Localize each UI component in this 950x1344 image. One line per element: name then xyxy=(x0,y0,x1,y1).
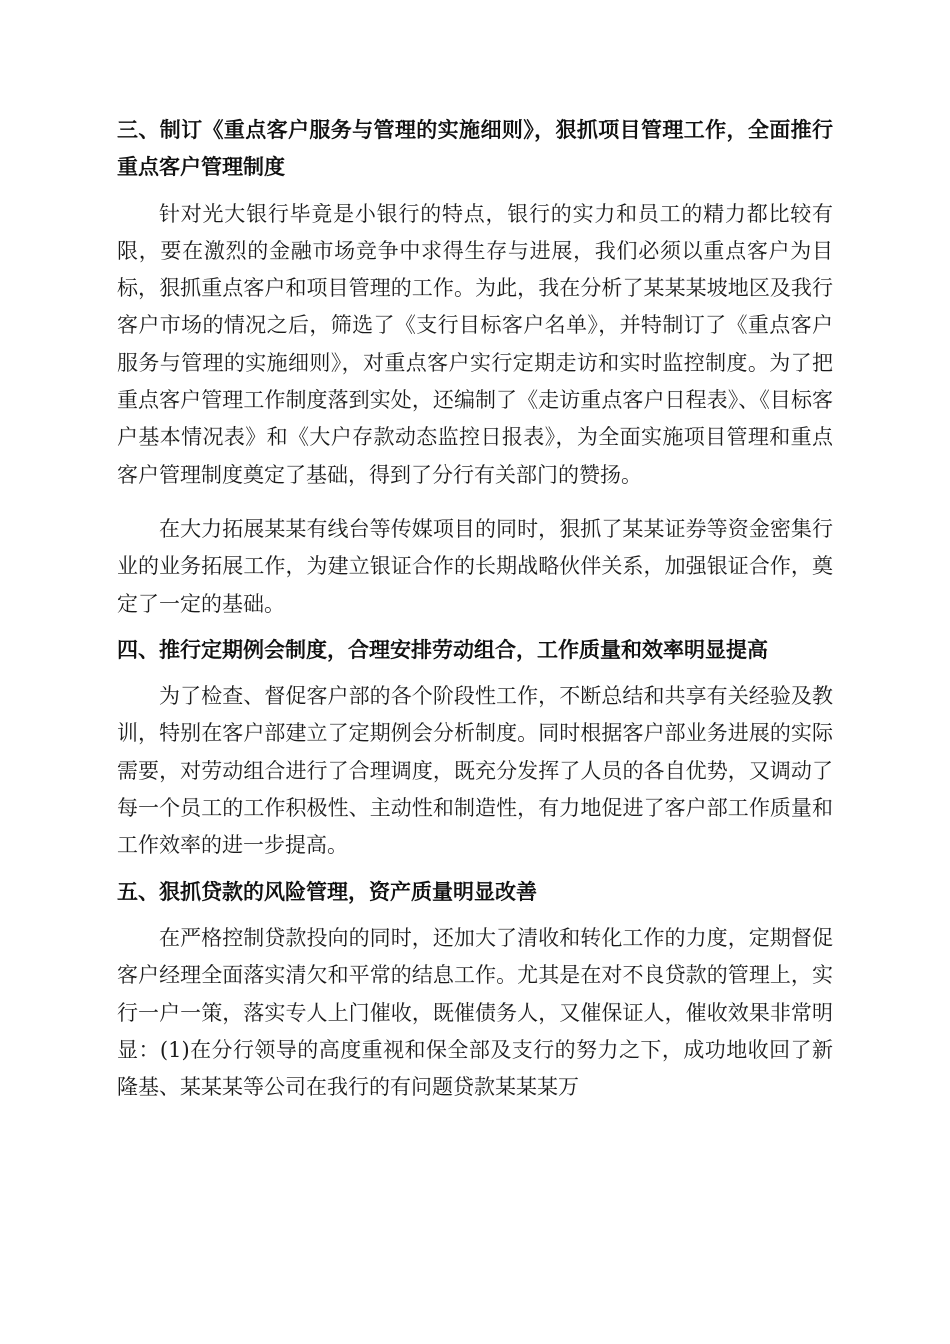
document-body xyxy=(117,112,833,1106)
paragraph: 针对光大银行毕竟是小银行的特点，银行的实力和员工的精力都比较有限，要在激烈的金融市场竞争中求得生存与进展，我们必须以重点客户为目标，狠抓重点客户和项目管理的工作。为此，我在分析了某某某坡地区及我行客户市场的情况之后，筛选了《支行目标客户名单》，并特制订了《重点客户服务与管理的实施细则》，对重点客户实行定期走访和实时监控制度。为了把重点客户管理工作制度落到实处，还编制了《走访重点客户日程表》、《目标客户基本情况表》和《大户存款动态监控日报表》，为全面实施项目管理和重点客户管理制度奠定了基础，得到了分行有关部门的赞扬。 xyxy=(117,201,833,487)
section-heading: 五、狠抓贷款的风险管理，资产质量明显改善 xyxy=(117,879,537,904)
paragraph: 为了检查、督促客户部的各个阶段性工作，不断总结和共享有关经验及教训，特别在客户部建立了定期例会分析制度。同时根据客户部业务进展的实际需要，对劳动组合进行了合理调度，既充分发挥了人员的各自优势，又调动了每一个员工的工作积极性、主动性和制造性，有力地促进了客户部工作质量和工作效率的进一步提高。 xyxy=(117,684,833,858)
paragraph: 在大力拓展某某有线台等传媒项目的同时，狠抓了某某证券等资金密集行业的业务拓展工作，为建立银证合作的长期战略伙伴关系，加强银证合作，奠定了一定的基础。 xyxy=(117,516,833,616)
section-3 xyxy=(117,112,833,623)
section-5 xyxy=(117,874,833,1107)
section-heading: 四、推行定期例会制度，合理安排劳动组合，工作质量和效率明显提高 xyxy=(117,637,768,662)
section-4 xyxy=(117,632,833,865)
section-heading: 三、制订《重点客户服务与管理的实施细则》，狠抓项目管理工作，全面推行重点客户管理制度 xyxy=(117,118,833,180)
paragraph: 在严格控制贷款投向的同时，还加大了清收和转化工作的力度，定期督促客户经理全面落实清欠和平常的结息工作。尤其是在对不良贷款的管理上，实行一户一策，落实专人上门催收，既催债务人，又催保证人，催收效果非常明显：(1)在分行领导的高度重视和保全部及支行的努力之下，成功地收回了新隆基、某某某等公司在我行的有问题贷款某某某万 xyxy=(117,925,833,1100)
